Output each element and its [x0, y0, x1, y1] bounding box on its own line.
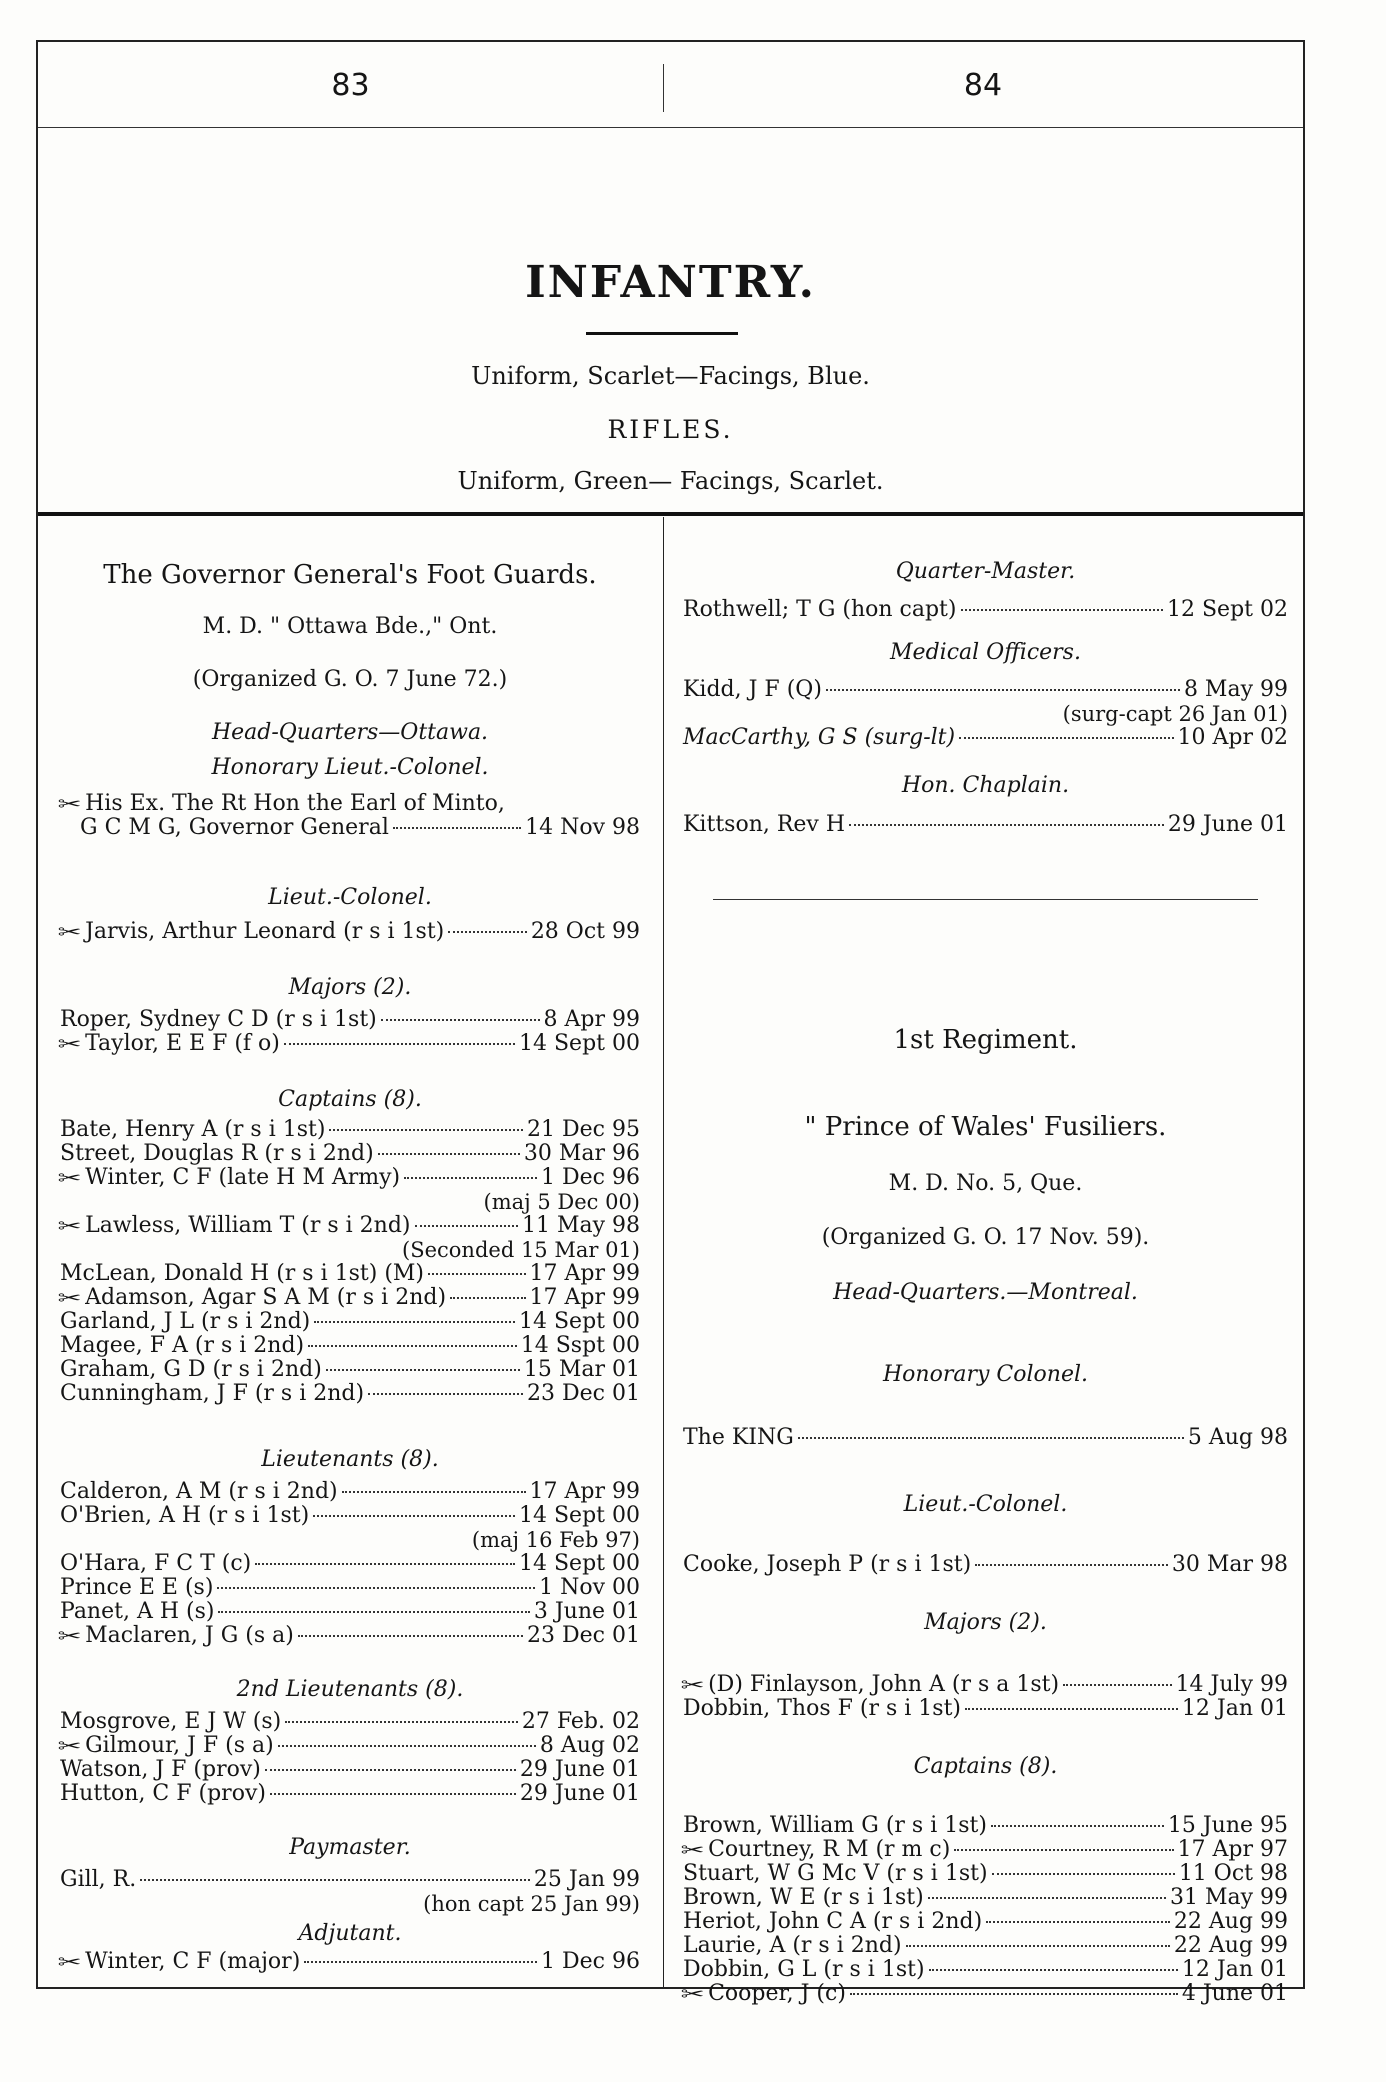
entry-name: McLean, Donald H (r s i 1st) (M) — [60, 1261, 425, 1286]
entry-date: 8 May 99 — [1183, 677, 1288, 702]
list-item — [60, 1599, 640, 1625]
list-item — [683, 1933, 1288, 1959]
district: M. D. " Ottawa Bde.," Ont. — [202, 614, 498, 639]
entry-date: 17 Apr 97 — [1177, 1837, 1288, 1862]
crossed-swords-icon: ✂ — [57, 1168, 82, 1189]
entry-name: Bate, Henry A (r s i 1st) — [60, 1117, 326, 1142]
entry-date: 14 Nov 98 — [525, 815, 640, 840]
leader-dots — [850, 1993, 1178, 1995]
leader-dots — [428, 1273, 526, 1275]
entry-name: Brown, W E (r s i 1st) — [683, 1885, 924, 1910]
regiment-title: 1st Regiment. — [893, 1025, 1078, 1055]
crossed-swords-icon: ✂ — [57, 1034, 82, 1055]
heading-lt-col: Lieut.-Colonel. — [268, 885, 432, 910]
list-item — [57, 1285, 640, 1312]
entry-name: O'Hara, F C T (c) — [60, 1551, 252, 1576]
entry-date: 29 June 01 — [519, 1781, 640, 1806]
leader-dots — [906, 1945, 1170, 1947]
page-title: INFANTRY. — [525, 257, 816, 308]
heading-captains: Captains (8). — [278, 1087, 422, 1112]
entry-name: Stuart, W G Mc V (r s i 1st) — [683, 1861, 988, 1886]
leader-dots — [415, 1225, 518, 1227]
leader-dots — [304, 1961, 537, 1963]
entry-date: 3 June 01 — [533, 1599, 640, 1624]
entry-name: Panet, A H (s) — [60, 1599, 215, 1624]
leader-dots — [849, 824, 1164, 826]
list-item — [60, 1479, 640, 1505]
leader-dots — [928, 1897, 1166, 1899]
entry-name: Gill, R. — [60, 1867, 137, 1892]
list-item — [60, 815, 640, 841]
entry-name: Mosgrove, E J W (s) — [60, 1709, 282, 1734]
entry-date: 12 Jan 01 — [1181, 1957, 1288, 1982]
crossed-swords-icon: ✂ — [57, 1952, 82, 1973]
leader-dots — [313, 1515, 515, 1517]
list-item — [60, 1381, 640, 1407]
entry-date: 12 Sept 02 — [1167, 597, 1288, 622]
entry-date: 15 June 95 — [1167, 1813, 1288, 1838]
entry-name: Rothwell; T G (hon capt) — [683, 597, 957, 622]
crossed-swords-icon: ✂ — [57, 794, 82, 815]
list-item — [60, 1867, 640, 1893]
entry-name: His Ex. The Rt Hon the Earl of Minto, — [85, 791, 505, 816]
leader-dots — [954, 1849, 1173, 1851]
entry-date: 1 Dec 96 — [541, 1949, 640, 1974]
heading-paymaster: Paymaster. — [289, 1835, 411, 1860]
list-item — [57, 1165, 640, 1192]
list-item — [60, 1503, 640, 1529]
crossed-swords-icon: ✂ — [57, 1626, 82, 1647]
leader-dots — [368, 1393, 523, 1395]
leader-dots — [284, 1043, 515, 1045]
page-number-right: 84 — [963, 68, 1003, 103]
leader-dots — [798, 1437, 1184, 1439]
entry-date: 17 Apr 99 — [529, 1285, 640, 1310]
heading-hon-colonel: Honorary Colonel. — [883, 1362, 1088, 1387]
list-item — [60, 1781, 640, 1807]
entry-name: Garland, J L (r s i 2nd) — [60, 1309, 311, 1334]
regiment-name: " Prince of Wales' Fusiliers. — [804, 1112, 1167, 1142]
entry-note: (Seconded 15 Mar 01) — [402, 1238, 640, 1262]
entry-name: Dobbin, G L (r s i 1st) — [683, 1957, 925, 1982]
list-item — [60, 1007, 640, 1033]
crossed-swords-icon: ✂ — [680, 1675, 705, 1696]
entry-date: 22 Aug 99 — [1173, 1909, 1288, 1934]
entry-name: Prince E E (s) — [60, 1575, 214, 1600]
entry-name: Adamson, Agar S A M (r s i 2nd) — [85, 1285, 447, 1310]
leader-dots — [255, 1563, 515, 1565]
entry-name: Dobbin, Thos F (r s i 1st) — [683, 1696, 961, 1721]
leader-dots — [450, 1297, 526, 1299]
leader-dots — [381, 1019, 540, 1021]
entry-name: Calderon, A M (r s i 2nd) — [60, 1479, 338, 1504]
leader-dots — [285, 1721, 518, 1723]
entry-date: 15 Mar 01 — [523, 1357, 640, 1382]
leader-dots — [378, 1153, 520, 1155]
organized-note: (Organized G. O. 7 June 72.) — [192, 667, 508, 692]
list-item — [60, 1575, 640, 1601]
column-divider — [663, 517, 664, 1987]
entry-name: Hutton, C F (prov) — [60, 1781, 266, 1806]
leader-dots — [965, 1708, 1178, 1710]
entry-date: 23 Dec 01 — [527, 1381, 640, 1406]
subtitle: RIFLES. — [607, 415, 734, 444]
list-item — [60, 1261, 640, 1287]
list-item — [683, 1885, 1288, 1911]
list-item — [57, 1031, 640, 1058]
entry-date: 23 Dec 01 — [527, 1623, 640, 1648]
title-rule — [586, 332, 738, 335]
leader-dots — [218, 1611, 529, 1613]
list-item — [60, 1117, 640, 1143]
entry-date: 17 Apr 99 — [529, 1261, 640, 1286]
leader-dots — [342, 1491, 526, 1493]
list-item — [60, 1709, 640, 1735]
headquarters: Head-Quarters.—Montreal. — [833, 1280, 1138, 1305]
entry-date: 8 Aug 02 — [539, 1733, 640, 1758]
entry-date: 14 Sspt 00 — [520, 1333, 640, 1358]
leader-dots — [986, 1921, 1170, 1923]
entry-name: Laurie, A (r s i 2nd) — [683, 1933, 902, 1958]
entry-date: 25 Jan 99 — [533, 1867, 640, 1892]
list-item — [683, 1425, 1288, 1451]
entry-date: 27 Feb. 02 — [521, 1709, 640, 1734]
leader-dots — [308, 1345, 517, 1347]
heading-majors: Majors (2). — [288, 975, 412, 1000]
list-item — [680, 1981, 1288, 2008]
headquarters: Head-Quarters—Ottawa. — [211, 720, 489, 745]
entry-name: Lawless, William T (r s i 2nd) — [85, 1213, 411, 1238]
list-item — [60, 1141, 640, 1167]
leader-dots — [959, 737, 1173, 739]
entry-note: (maj 16 Feb 97) — [471, 1528, 640, 1552]
list-item — [60, 1757, 640, 1783]
heading-medical: Medical Officers. — [890, 640, 1081, 665]
entry-name: Courtney, R M (r m c) — [708, 1837, 951, 1862]
leader-dots — [217, 1587, 535, 1589]
entry-name: Jarvis, Arthur Leonard (r s i 1st) — [85, 919, 445, 944]
entry-date: 29 June 01 — [1167, 812, 1288, 837]
entry-name: MacCarthy, G S (surg-lt) — [683, 725, 956, 750]
list-item — [683, 1552, 1288, 1578]
list-item — [680, 1837, 1288, 1864]
entry-note: (maj 5 Dec 00) — [483, 1190, 640, 1214]
entry-date: 14 Sept 00 — [519, 1031, 640, 1056]
entry-date: 30 Mar 98 — [1171, 1552, 1288, 1577]
heading-adjutant: Adjutant. — [298, 1921, 402, 1946]
leader-dots — [826, 689, 1180, 691]
entry-name: Maclaren, J G (s a) — [85, 1623, 294, 1648]
entry-date: 28 Oct 99 — [530, 919, 640, 944]
entry-note: (hon capt 25 Jan 99) — [423, 1892, 640, 1916]
leader-dots — [404, 1177, 537, 1179]
entry-name: Kidd, J F (Q) — [683, 677, 822, 702]
leader-dots — [278, 1745, 536, 1747]
crossed-swords-icon: ✂ — [57, 1288, 82, 1309]
entry-name: Kittson, Rev H — [683, 812, 846, 837]
leader-dots — [929, 1969, 1178, 1971]
leader-dots — [298, 1635, 523, 1637]
leader-dots — [991, 1825, 1164, 1827]
entry-date: 14 Sept 00 — [519, 1503, 640, 1528]
heading-chaplain: Hon. Chaplain. — [901, 773, 1070, 798]
entry-name: Cunningham, J F (r s i 2nd) — [60, 1381, 365, 1406]
uniform-line-1: Uniform, Scarlet—Facings, Blue. — [471, 362, 870, 390]
list-item — [683, 1957, 1288, 1983]
entry-date: 29 June 01 — [519, 1757, 640, 1782]
list-item — [683, 597, 1288, 623]
list-item — [57, 1213, 640, 1240]
entry-date: 12 Jan 01 — [1181, 1696, 1288, 1721]
entry-name: Street, Douglas R (r s i 2nd) — [60, 1141, 374, 1166]
list-item — [683, 1696, 1288, 1722]
entry-date: 14 July 99 — [1175, 1672, 1288, 1697]
entry-name: Cooke, Joseph P (r s i 1st) — [683, 1552, 972, 1577]
entry-note: (surg-capt 26 Jan 01) — [1062, 702, 1288, 726]
entry-name: G C M G, Governor General — [80, 815, 389, 840]
entry-name: Cooper, J (c) — [708, 1981, 846, 2006]
list-item — [683, 1813, 1288, 1839]
list-item — [683, 677, 1288, 703]
crossed-swords-icon: ✂ — [680, 1840, 705, 1861]
list-item — [57, 1623, 640, 1650]
entry-name: Heriot, John C A (r s i 2nd) — [683, 1909, 983, 1934]
page-number-bar — [38, 42, 1303, 128]
entry-name: Winter, C F (late H M Army) — [85, 1165, 401, 1190]
entry-name: Graham, G D (r s i 2nd) — [60, 1357, 322, 1382]
entry-name: (D) Finlayson, John A (r s a 1st) — [708, 1672, 1060, 1697]
leader-dots — [329, 1129, 523, 1131]
heading-hon-lt-col: Honorary Lieut.-Colonel. — [211, 755, 489, 780]
entry-name: Gilmour, J F (s a) — [85, 1733, 274, 1758]
entry-date: 30 Mar 96 — [523, 1141, 640, 1166]
heading-quarter-master: Quarter-Master. — [895, 559, 1076, 584]
section-divider — [713, 899, 1258, 900]
heading-lt-col: Lieut.-Colonel. — [903, 1492, 1068, 1517]
organized-note: (Organized G. O. 17 Nov. 59). — [821, 1225, 1150, 1250]
crossed-swords-icon: ✂ — [57, 922, 82, 943]
entry-date: 22 Aug 99 — [1173, 1933, 1288, 1958]
entry-date: 31 May 99 — [1169, 1885, 1288, 1910]
crossed-swords-icon: ✂ — [57, 1736, 82, 1757]
entry-date: 1 Dec 96 — [541, 1165, 640, 1190]
entry-name: Winter, C F (major) — [85, 1949, 301, 1974]
crossed-swords-icon: ✂ — [680, 1984, 705, 2005]
list-item — [60, 1333, 640, 1359]
entry-date: 17 Apr 99 — [529, 1479, 640, 1504]
leader-dots — [992, 1873, 1175, 1875]
leader-dots — [975, 1564, 1168, 1566]
leader-dots — [393, 827, 521, 829]
list-item — [57, 1733, 640, 1760]
list-item — [57, 1949, 640, 1976]
entry-name: Watson, J F (prov) — [60, 1757, 261, 1782]
list-item — [680, 1672, 1288, 1699]
entry-date: 4 June 01 — [1181, 1981, 1288, 2006]
entry-date: 14 Sept 00 — [519, 1551, 640, 1576]
list-item — [57, 919, 640, 946]
entry-name: Roper, Sydney C D (r s i 1st) — [60, 1007, 377, 1032]
leader-dots — [1063, 1684, 1171, 1686]
entry-date: 10 Apr 02 — [1177, 725, 1288, 750]
list-item — [683, 812, 1288, 838]
regiment-name: The Governor General's Foot Guards. — [103, 560, 597, 590]
list-item — [683, 725, 1288, 751]
entry-name: O'Brien, A H (r s i 1st) — [60, 1503, 310, 1528]
entry-date: 5 Aug 98 — [1187, 1425, 1288, 1450]
leader-dots — [140, 1879, 530, 1881]
list-item — [60, 1357, 640, 1383]
heading-lieutenants: Lieutenants (8). — [261, 1447, 439, 1472]
section-header — [38, 127, 1303, 516]
entry-date: 1 Nov 00 — [539, 1575, 640, 1600]
entry-name: Magee, F A (r s i 2nd) — [60, 1333, 305, 1358]
crossed-swords-icon: ✂ — [57, 1216, 82, 1237]
entry-name: Brown, William G (r s i 1st) — [683, 1813, 987, 1838]
leader-dots — [270, 1793, 516, 1795]
entry-date: 11 May 98 — [521, 1213, 640, 1238]
register-page — [36, 40, 1305, 2006]
entry-date: 21 Dec 95 — [527, 1117, 640, 1142]
heading-majors: Majors (2). — [924, 1610, 1047, 1635]
uniform-line-2: Uniform, Green— Facings, Scarlet. — [457, 467, 884, 495]
list-item — [60, 1551, 640, 1577]
heading-captains: Captains (8). — [913, 1754, 1058, 1779]
entry-date: 8 Apr 99 — [543, 1007, 640, 1032]
heading-2nd-lieutenants: 2nd Lieutenants (8). — [236, 1677, 464, 1702]
entry-date: 11 Oct 98 — [1178, 1861, 1288, 1886]
page-number-left: 83 — [331, 68, 370, 103]
list-item — [57, 791, 640, 818]
leader-dots — [448, 931, 527, 933]
leader-dots — [961, 609, 1164, 611]
entry-name: Taylor, E E F (f o) — [85, 1031, 280, 1056]
leader-dots — [265, 1769, 516, 1771]
entry-date: 14 Sept 00 — [519, 1309, 640, 1334]
district: M. D. No. 5, Que. — [888, 1171, 1083, 1196]
list-item — [60, 1309, 640, 1335]
entry-name: The KING — [683, 1425, 794, 1450]
leader-dots — [326, 1369, 520, 1371]
list-item — [683, 1909, 1288, 1935]
list-item — [683, 1861, 1288, 1887]
leader-dots — [314, 1321, 515, 1323]
